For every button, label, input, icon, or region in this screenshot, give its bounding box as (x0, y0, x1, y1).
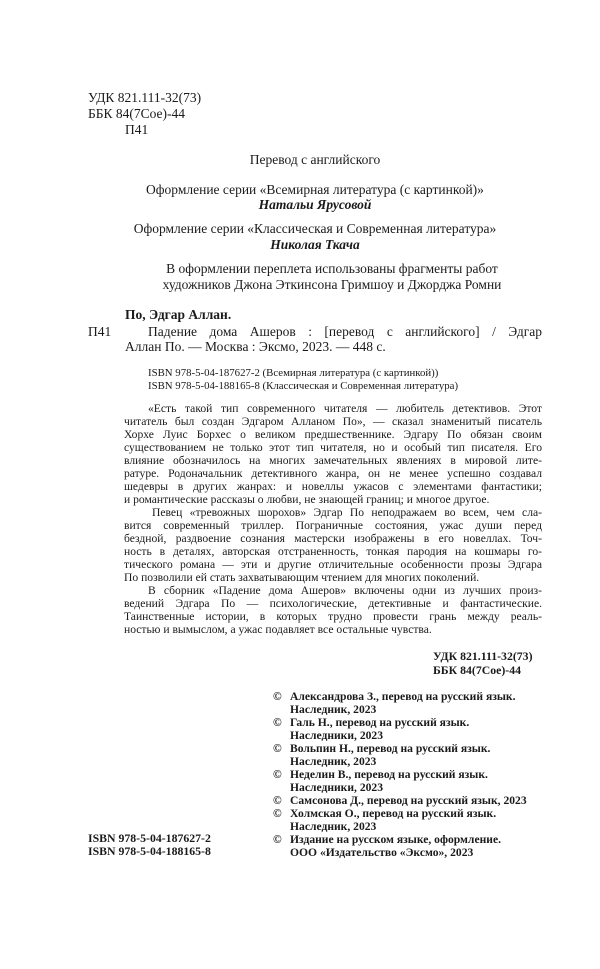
annotation-line: и романтические рассказы о любви, не знающей границ; и многое другое. (124, 493, 490, 506)
annotation-line: Певец «тревожных шорохов» Эдгар По неподражаем во всем, чем сла- (152, 506, 542, 519)
copyright-entry: Наследники, 2023 (290, 781, 384, 794)
copyright-entry: Наследник, 2023 (290, 755, 377, 768)
copyright-entry: Неделин В., перевод на русский язык. (290, 768, 488, 781)
copyright-icon: © (273, 833, 282, 846)
copyright-entry: Самсонова Д., перевод на русский язык, 2023 (290, 794, 527, 807)
annotation-line: «Есть такой тип современного читателя — любитель детективов. Этот (148, 402, 542, 415)
copyright-entry: Издание на русском языке, оформление. (290, 833, 501, 846)
annotation-line: тического романа — эти и другие отличительные особенности прозы Эдгара (124, 558, 542, 571)
bbk-code: ББК 84(7Сое)-44 (88, 106, 186, 121)
catalog-mark: П41 (88, 324, 112, 339)
footer-udk: УДК 821.111-32(73) (433, 649, 533, 663)
series1-designer: Натальи Ярусовой (258, 197, 372, 212)
cover-credit-line1: В оформлении переплета использованы фрагменты работ (166, 261, 498, 276)
series2-design: Оформление серии «Классическая и Современная литература» (133, 221, 497, 236)
annotation-line: ратуре. Родоначальник детективного жанра, он не менее успешно создавал (124, 467, 542, 480)
annotation-line: шедевры в других жанрах: и новеллы ужасов с элементами фантастики; (124, 480, 542, 493)
copyright-icon: © (273, 768, 282, 781)
catalog-author: По, Эдгар Аллан. (125, 307, 232, 322)
cover-credit-line2: художников Джона Эткинсона Гримшоу и Джорджа Ромни (162, 277, 502, 292)
footer-isbn1: ISBN 978-5-04-187627-2 (88, 831, 211, 845)
catalog-isbn2: ISBN 978-5-04-188165-8 (Классическая и Современная литература) (148, 380, 459, 392)
copyright-entry: ООО «Издательство «Эксмо», 2023 (290, 846, 474, 859)
author-mark: П41 (125, 122, 149, 137)
copyright-entry: Наследники, 2023 (290, 729, 384, 742)
annotation-line: существованием не только этот тип читателя, но и особый тип писателя. Его (124, 441, 542, 454)
catalog-title-line1: Падение дома Ашеров : [перевод с английского] / Эдгар (148, 324, 542, 339)
annotation-line: вится современный триллер. Пограничные состояния, ужас души перед (124, 519, 542, 532)
annotation-line: В сборник «Падение дома Ашеров» включены одни из лучших произ- (148, 584, 542, 597)
catalog-isbn1: ISBN 978-5-04-187627-2 (Всемирная литература (с картинкой)) (148, 367, 439, 379)
annotation-line: читатель был создан Эдгаром Алланом По», — сказал знаменитый писатель (124, 415, 542, 428)
copyright-icon: © (273, 690, 282, 703)
annotation-line: Хорхе Луис Борхес о великом предшественнике. Эдгару По обязан своим (124, 428, 542, 441)
copyright-icon: © (273, 742, 282, 755)
catalog-title-line2: Аллан По. — Москва : Эксмо, 2023. — 448 с. (125, 339, 386, 354)
annotation-line: ностью и вымыслом, а ужас подавляет все остальные чувства. (124, 623, 432, 636)
copyright-entry: Галь Н., перевод на русский язык. (290, 716, 470, 729)
copyright-icon: © (273, 807, 282, 820)
copyright-entry: Александрова З., перевод на русский язык. (290, 690, 516, 703)
annotation-line: влияние обозначилось на многих замечательных явлениях в мировой лите- (124, 454, 542, 467)
series2-designer: Николая Ткача (270, 237, 360, 252)
translation-note: Перевод с английского (249, 152, 381, 167)
annotation-line: ность в деталях, авторская отстраненность, тонкая пародия на кошмары го- (124, 545, 542, 558)
copyright-entry: Вольпин Н., перевод на русский язык. (290, 742, 491, 755)
footer-bbk: ББК 84(7Сое)-44 (433, 663, 522, 677)
copyright-entry: Холмская О., перевод на русский язык. (290, 807, 497, 820)
annotation-line: По позволили ей стать захватывающим чтением для многих поколений. (124, 571, 480, 584)
udk-code: УДК 821.111-32(73) (88, 90, 202, 105)
copyright-entry: Наследник, 2023 (290, 703, 377, 716)
annotation-line: ведений Эдгара По — психологические, детективные и фантастические. (124, 597, 542, 610)
copyright-icon: © (273, 794, 282, 807)
annotation-line: Таинственные истории, в которых трудно провести грань между реаль- (124, 610, 542, 623)
copyright-icon: © (273, 716, 282, 729)
series1-design: Оформление серии «Всемирная литература (с картинкой)» (146, 182, 484, 197)
copyright-entry: Наследник, 2023 (290, 820, 377, 833)
footer-isbn2: ISBN 978-5-04-188165-8 (88, 844, 211, 858)
annotation-line: бездной, раздвоение сознания мастерски изображены в его новеллах. Точ- (124, 532, 542, 545)
